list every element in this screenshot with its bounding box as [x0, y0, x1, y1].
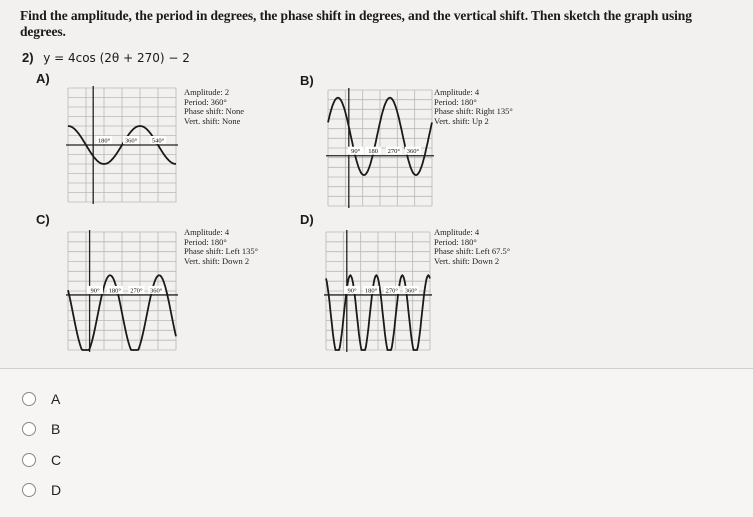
tick-label: 540° [151, 137, 165, 145]
choice-b-graph [324, 86, 436, 210]
option-d-radio[interactable] [22, 483, 36, 497]
choice-d-period: Period: 180° [434, 236, 477, 247]
choice-a-amplitude: Amplitude: 2 [184, 87, 230, 97]
choice-b-period: Period: 180° [434, 96, 477, 107]
choice-a-period: Period: 360° [184, 96, 227, 107]
option-c-radio[interactable] [22, 453, 36, 467]
option-d-label: D [51, 482, 62, 498]
choice-b-phase: Phase shift: Right 135° [434, 106, 513, 116]
tick-label: 180° [364, 287, 378, 295]
choice-b-info [434, 88, 513, 126]
instructions-text: Find the amplitude, the period in degrees, the phase shift in degrees, and the vertical shift. Then sketch the graph using degrees. [20, 8, 692, 39]
tick-label: 90° [351, 148, 361, 156]
tick-label: 360° [404, 287, 418, 295]
choice-a-graph [64, 84, 180, 206]
option-a-radio[interactable] [22, 392, 36, 406]
choice-c-phase: Phase shift: Left 135° [184, 246, 258, 256]
tick-label: 360° [124, 137, 138, 145]
problem-number: 2) [22, 50, 34, 65]
choice-d-info [434, 228, 510, 266]
choice-d-amplitude: Amplitude: 4 [434, 227, 480, 237]
option-b[interactable] [22, 421, 60, 437]
problem-equation: y = 4cos (2θ + 270) − 2 [43, 51, 190, 65]
tick-label: 180 [368, 148, 378, 156]
tick-label: 360° [406, 148, 420, 156]
option-b-radio[interactable] [22, 422, 36, 436]
choice-a-vertical: Vert. shift: None [184, 115, 241, 126]
tick-label: 180° [97, 137, 111, 145]
tick-label: 90° [90, 287, 100, 295]
choice-b-vertical: Vert. shift: Up 2 [434, 115, 489, 126]
answer-options [0, 368, 753, 517]
option-c-label: C [51, 452, 62, 468]
choice-a-info [184, 88, 244, 126]
tick-label: 270° [387, 148, 401, 156]
choice-c-amplitude: Amplitude: 4 [184, 227, 230, 237]
option-b-label: B [51, 421, 61, 437]
problem-statement [22, 50, 190, 65]
choice-d-graph [322, 228, 434, 354]
tick-label: 270° [385, 287, 399, 295]
choice-d-letter: D) [300, 212, 314, 227]
option-c[interactable] [22, 452, 61, 468]
choice-b-amplitude: Amplitude: 4 [434, 87, 480, 97]
choice-c-info [184, 228, 258, 266]
tick-label: 180° [108, 287, 121, 295]
option-a-label: A [51, 391, 61, 407]
choice-b-letter: B) [300, 73, 314, 88]
choice-a-phase: Phase shift: None [184, 106, 244, 116]
option-d[interactable] [22, 482, 61, 498]
tick-label: 90° [347, 287, 357, 295]
option-a[interactable] [22, 391, 60, 407]
choice-d-phase: Phase shift: Left 67.5° [434, 246, 511, 256]
choice-c-vertical: Vert. shift: Down 2 [184, 255, 250, 266]
choice-c-graph [64, 228, 180, 354]
choice-a-letter: A) [36, 71, 50, 86]
choice-c-letter: C) [36, 212, 50, 227]
choice-d-vertical: Vert. shift: Down 2 [434, 255, 500, 266]
tick-label: 360° [150, 287, 163, 295]
choice-c-period: Period: 180° [184, 236, 227, 247]
tick-label: 270° [130, 287, 143, 295]
